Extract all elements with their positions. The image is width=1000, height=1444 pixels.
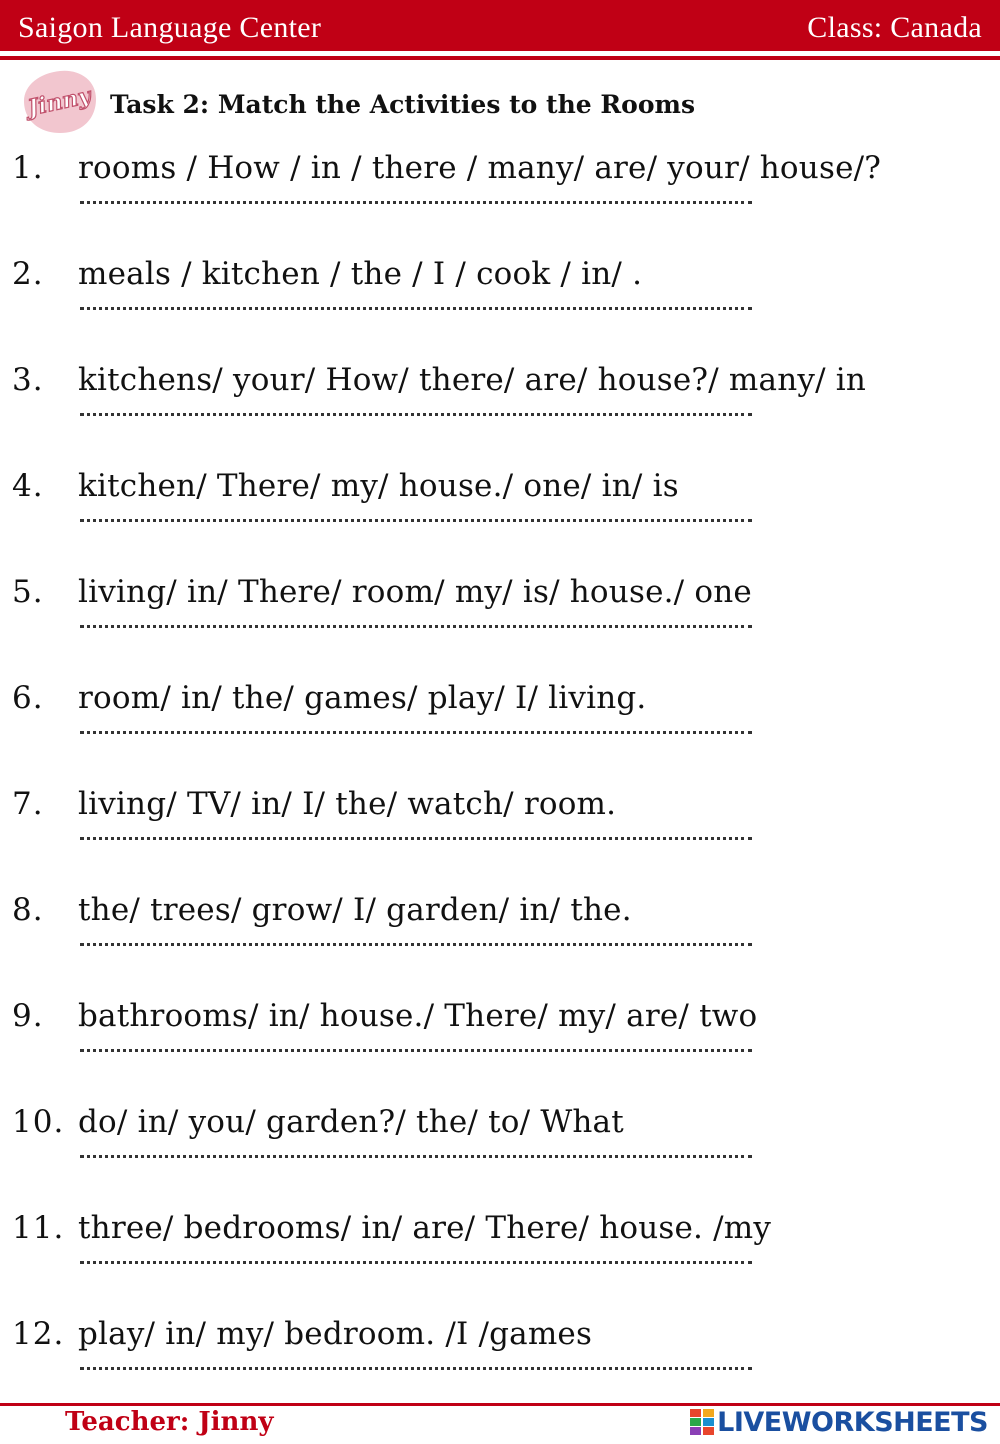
question-number: 1. <box>12 150 44 186</box>
answer-line[interactable] <box>80 412 752 416</box>
brand-name: LIVEWORKSHEETS <box>717 1406 988 1438</box>
question-number: 2. <box>12 256 44 292</box>
question-number: 12. <box>12 1316 65 1352</box>
question-item <box>0 998 1000 1104</box>
question-item <box>0 1210 1000 1316</box>
header-bar <box>0 0 1000 51</box>
question-prompt: play/ in/ my/ bedroom. /I /games <box>78 1316 593 1352</box>
answer-line[interactable] <box>80 518 752 522</box>
question-number: 8. <box>12 892 44 928</box>
question-number: 7. <box>12 786 44 822</box>
answer-line[interactable] <box>80 200 752 204</box>
question-item <box>0 786 1000 892</box>
question-item <box>0 680 1000 786</box>
liveworksheets-brand[interactable] <box>689 1404 988 1440</box>
question-prompt: meals / kitchen / the / I / cook / in/ . <box>78 256 643 292</box>
answer-line[interactable] <box>80 1154 752 1158</box>
question-item <box>0 256 1000 362</box>
question-prompt: the/ trees/ grow/ I/ garden/ in/ the. <box>78 892 632 928</box>
answer-line[interactable] <box>80 306 752 310</box>
question-prompt: do/ in/ you/ garden?/ the/ to/ What <box>78 1104 624 1140</box>
question-prompt: bathrooms/ in/ house./ There/ my/ are/ two <box>78 998 758 1034</box>
question-number: 5. <box>12 574 44 610</box>
question-item <box>0 362 1000 468</box>
question-number: 3. <box>12 362 44 398</box>
liveworksheets-logo-icon <box>689 1408 715 1436</box>
question-item <box>0 468 1000 574</box>
question-number: 9. <box>12 998 44 1034</box>
school-name: Saigon Language Center <box>18 11 322 44</box>
answer-line[interactable] <box>80 1260 752 1264</box>
answer-line[interactable] <box>80 836 752 840</box>
task-title: Task 2: Match the Activities to the Rooms <box>110 90 696 119</box>
question-number: 10. <box>12 1104 65 1140</box>
header-divider <box>0 56 1000 60</box>
answer-line[interactable] <box>80 624 752 628</box>
question-prompt: three/ bedrooms/ in/ are/ There/ house. /my <box>78 1210 772 1246</box>
class-label: Class: Canada <box>807 11 982 44</box>
question-prompt: kitchen/ There/ my/ house./ one/ in/ is <box>78 468 679 504</box>
jinny-logo <box>20 67 100 137</box>
question-number: 11. <box>12 1210 65 1246</box>
question-item <box>0 150 1000 256</box>
question-item <box>0 892 1000 998</box>
question-prompt: kitchens/ your/ How/ there/ are/ house?/ many/ in <box>78 362 867 398</box>
answer-line[interactable] <box>80 1366 752 1370</box>
question-prompt: living/ in/ There/ room/ my/ is/ house./ one <box>78 574 752 610</box>
answer-line[interactable] <box>80 730 752 734</box>
question-item <box>0 574 1000 680</box>
question-number: 6. <box>12 680 44 716</box>
question-prompt: room/ in/ the/ games/ play/ I/ living. <box>78 680 647 716</box>
question-number: 4. <box>12 468 44 504</box>
question-prompt: rooms / How / in / there / many/ are/ your/ house/? <box>78 150 882 186</box>
answer-line[interactable] <box>80 942 752 946</box>
teacher-credit: Teacher: Jinny <box>65 1407 274 1437</box>
question-prompt: living/ TV/ in/ I/ the/ watch/ room. <box>78 786 617 822</box>
svg-text:Jinny: Jinny <box>25 82 94 122</box>
question-item <box>0 1104 1000 1210</box>
answer-line[interactable] <box>80 1048 752 1052</box>
